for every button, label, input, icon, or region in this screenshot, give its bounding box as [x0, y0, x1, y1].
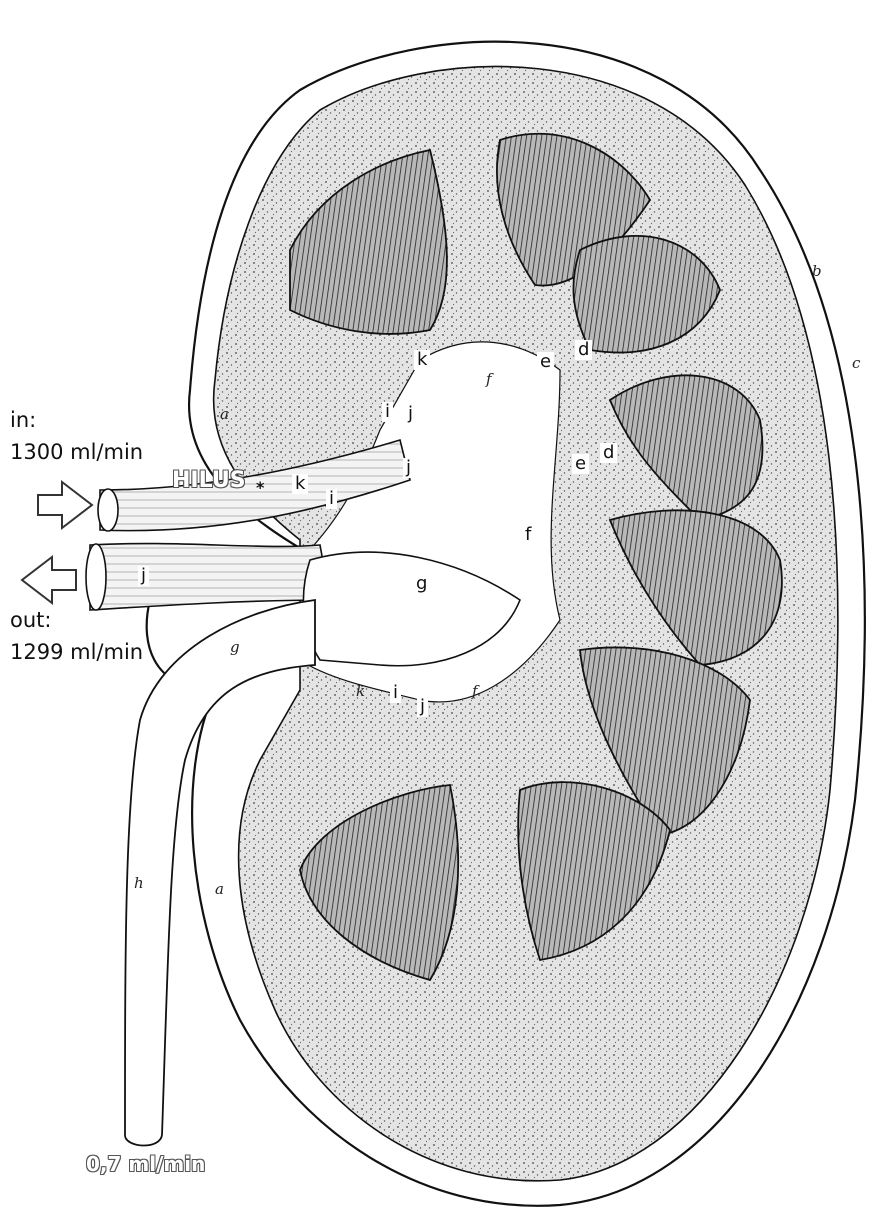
- inflow-label: in:: [10, 408, 37, 432]
- label-d-upper: d: [575, 340, 592, 360]
- renal-vein: [86, 544, 330, 610]
- label-f-boxed: f: [522, 525, 534, 545]
- label-e-lower: e: [572, 454, 589, 474]
- hilus-label: HILUS: [172, 468, 246, 493]
- label-j-lower: j: [417, 697, 428, 717]
- label-b: b: [812, 262, 822, 280]
- label-i-upper: i: [382, 402, 393, 422]
- label-e-upper: e: [537, 352, 554, 372]
- label-d-lower: d: [600, 443, 617, 463]
- label-a-lower: a: [215, 880, 224, 898]
- label-g: g: [413, 574, 430, 594]
- hilus-marker: *: [256, 478, 265, 497]
- label-f-lower: f: [472, 682, 478, 700]
- label-j-middle: j: [403, 458, 414, 478]
- label-f-upper: f: [486, 370, 492, 388]
- outflow-arrow-icon: [22, 557, 76, 603]
- label-h: h: [134, 874, 144, 892]
- label-g-hand: g: [230, 638, 240, 656]
- label-j-upper: j: [405, 404, 416, 424]
- outflow-rate: 1299 ml/min: [10, 640, 144, 664]
- urine-rate-label: 0,7 ml/min: [86, 1152, 206, 1176]
- inflow-rate: 1300 ml/min: [10, 440, 144, 464]
- label-i-middle: i: [326, 489, 337, 509]
- label-a-upper: a: [220, 405, 229, 423]
- outflow-label: out:: [10, 608, 52, 632]
- label-c: c: [852, 354, 861, 372]
- label-k-upper: k: [414, 350, 430, 370]
- label-i-lower: i: [390, 683, 401, 703]
- label-k-hand: k: [356, 682, 366, 700]
- label-j-vein: j: [138, 566, 149, 586]
- label-k-middle: k: [292, 474, 308, 494]
- inflow-arrow-icon: [38, 482, 92, 528]
